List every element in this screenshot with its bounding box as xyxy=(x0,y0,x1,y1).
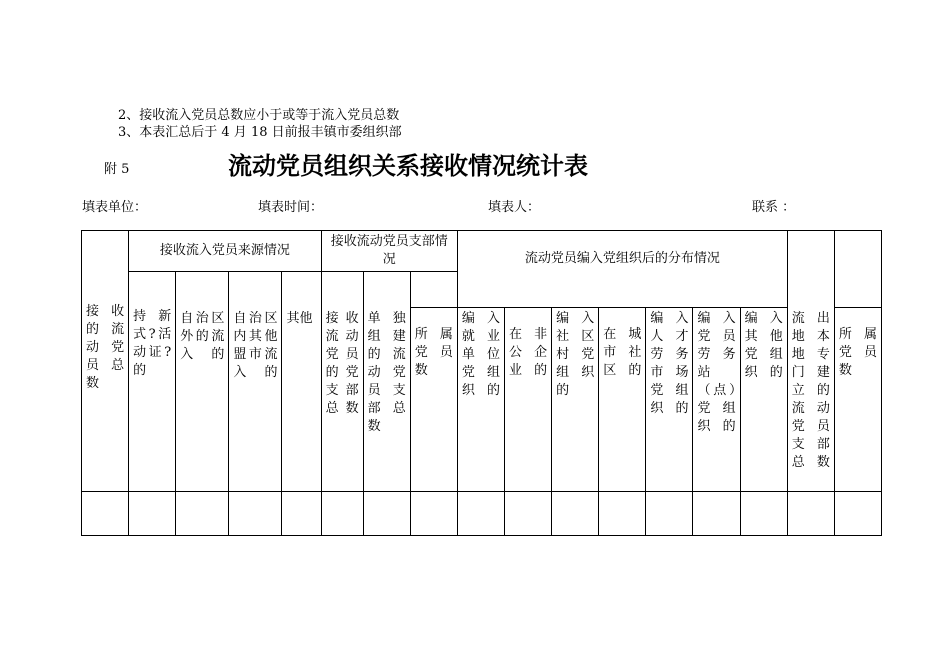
data-row xyxy=(82,492,882,536)
spacer-cell xyxy=(410,272,457,308)
header-single-branch: 单独组建的流动党员支部总数 xyxy=(363,308,410,492)
data-cell[interactable] xyxy=(363,492,410,536)
data-cell[interactable] xyxy=(321,492,363,536)
header-city-community: 在城市社区的 xyxy=(599,308,646,492)
spacer-cell xyxy=(229,272,282,308)
data-cell[interactable] xyxy=(82,492,129,536)
data-cell[interactable] xyxy=(834,492,881,536)
attachment-label: 附 5 xyxy=(104,162,130,177)
header-holder: 持新式?活动证?的 xyxy=(129,272,176,492)
header-employment-org: 编入就业单位党组织的 xyxy=(457,308,504,492)
header-other-org: 编入其他党组织的 xyxy=(740,308,787,492)
data-cell[interactable] xyxy=(693,492,740,536)
group-header-row xyxy=(82,231,882,272)
header-branch-total: 接收流动党员的党支部总数 xyxy=(321,308,363,492)
data-cell[interactable] xyxy=(176,492,229,536)
header-distribution-group: 流动党员编入党组织后的分布情况 xyxy=(457,231,787,308)
column-header-row xyxy=(82,308,882,492)
data-cell[interactable] xyxy=(457,492,504,536)
data-cell[interactable] xyxy=(229,492,282,536)
fill-unit-label: 填表单位： xyxy=(82,200,148,215)
spacer-cell xyxy=(321,272,363,308)
data-cell[interactable] xyxy=(505,492,552,536)
header-blank-top xyxy=(787,231,834,308)
header-source-group: 接收流入党员来源情况 xyxy=(129,231,321,272)
spacer-cell xyxy=(282,272,321,308)
data-cell[interactable] xyxy=(787,492,834,536)
header-local-branch: 流出地本地专门建立的流动党员支部总数 xyxy=(787,308,834,492)
data-cell[interactable] xyxy=(646,492,693,536)
data-cell[interactable] xyxy=(129,492,176,536)
data-cell[interactable] xyxy=(552,492,599,536)
spacer-cell xyxy=(176,272,229,308)
header-region-inside: 自治区内其他盟市流入的 xyxy=(229,308,282,492)
header-branch-member: 所属党员数 xyxy=(410,308,457,492)
header-member-count: 所属党员数 xyxy=(834,308,881,492)
note-line-1: 2、接收流入党员总数应小于或等于流入党员总数 xyxy=(118,108,400,123)
header-other: 其他 xyxy=(282,308,321,492)
header-total: 接收的流动党员总数 xyxy=(82,231,129,492)
header-talent-market: 编入人才劳务市场党组织的 xyxy=(646,308,693,492)
data-cell[interactable] xyxy=(599,492,646,536)
note-line-2: 3、本表汇总后于 4 月 18 日前报丰镇市委组织部 xyxy=(118,125,402,140)
header-region-outside: 自治区外的流入的 xyxy=(176,308,229,492)
statistics-table xyxy=(81,230,882,536)
data-cell[interactable] xyxy=(740,492,787,536)
filler-label: 填表人： xyxy=(488,200,541,215)
header-blank-top-2 xyxy=(834,231,881,308)
contact-label: 联系 ： xyxy=(752,200,796,215)
header-nonpublic: 在非公企业的 xyxy=(505,308,552,492)
spacer-cell xyxy=(363,272,410,308)
header-branch-group: 接收流动党员支部情况 xyxy=(321,231,457,272)
header-labor-station: 编入党员劳务站（点）党组织的 xyxy=(693,308,740,492)
header-community-village: 编入社区村党组织的 xyxy=(552,308,599,492)
fill-time-label: 填表时间： xyxy=(258,200,324,215)
page-title: 流动党员组织关系接收情况统计表 xyxy=(228,152,588,180)
data-cell[interactable] xyxy=(410,492,457,536)
data-cell[interactable] xyxy=(282,492,321,536)
